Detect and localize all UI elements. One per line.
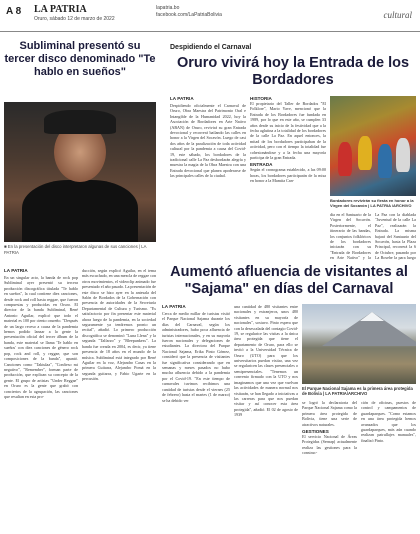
right-col3-text: dia en el Santuario de la Virgen del Socavón. Posteriormente, el itinerario de las bandas, los conjuntos folklóricos de los bordadores iniciarán con su "Entrada de Bordadores en Arte Nativo" y la: [330, 212, 371, 261]
right-col2-text: El propietario del Taller de Bordados "El Folklore", Mario Yave, mencionó que la Entrada de los Bordadores fue fundada en 1989, por lo que en este año, se cumplen 33 años desde su inicio de la festividad que a la fecha aglutina a la totalidad de los bordadores de la calle La Paz. En aquel entonces, la mitad de los bordadores participaban de la actividad, pero con el tiempo la totalidad fue cohesionándose y a la fecha una mayoría participa de la gran Entrada.: [250, 101, 326, 161]
issue-date: Oruro, sábado 12 de marzo de 2022: [34, 16, 115, 22]
photo-figure: [22, 180, 138, 242]
photo-dancer: [378, 144, 392, 178]
photo-dancer: [338, 142, 352, 176]
gestiones-heading: GESTIONES: [302, 429, 329, 435]
left-headline: Subliminal presentó su tercer disco denominado "Te hablo en sueños": [4, 40, 156, 78]
right-kicker: Despidiendo el Carnaval: [170, 44, 252, 51]
facebook-link[interactable]: facebook.com/LaPatriaBolivia: [156, 12, 222, 18]
right-col1-text: Despidiendo oficialmente el Carnaval de Oruro, Obra Maestra del Patrimonio Oral e Intangible de la Humanidad 2022, hoy la Asociación de Bordadores en Arte Nativo (ABAN) de Oruro, revivirá su gran Entrada devocional y recorrerá bailando las calles en honor a la Virgen del Socavón. Luego de casi dos años de la paralización de toda actividad cultural por la pandemia a causa del Covid-19, este sábado, los bordadores de la tradicional calle La Paz desbordarán alegría y muestra la magia de la Obra Maestra con una Entrada devocional que planea apoderarse de las principales calles de la ciudad.: [170, 103, 246, 179]
left-col-1: [4, 268, 78, 530]
right-col-4: [375, 212, 416, 262]
right-byline: LA PATRIA: [170, 96, 194, 101]
web-link[interactable]: lapatria.bo: [156, 5, 180, 11]
publication-name: LA PATRIA: [34, 4, 87, 15]
left-col1-text: En un singular acto, la banda de rock pop Subliminal ayer presentó su tercera producción discográfica titulada "Te hablo en sueños", la cual contiene diez canciones, desde rock and roll hasta reggae, que fueron compuestas y producidas en Oruro. El director de la banda Subliminal, René Antonio Aguilar, explicó que todo el material es 100 por ciento orureño. "Después de un largo receso a causa de la pandemia hemos podido lanzar a la gente la presentación oficial del tercer álbum de la banda, este material se llama 'Te hablo en sueños' con diez canciones de género rock pop, rock and roll, y reggae, que son composiciones de la banda", apuntó. Canciones como "Taktulaa", "Confieso mi negativo", "Remember", forman parte de producción, que explican su concepto de la gente. El grupo de artistas "Under Reggae" en Oruro es la gente que grabó con conciertos de la agrupación, las canciones que resultan en esta pro-: [4, 275, 78, 399]
left-byline: LA PATRIA: [4, 268, 28, 273]
bottom-col-4: [361, 400, 416, 530]
page-header: [0, 0, 420, 32]
bottom-col-3: [302, 400, 357, 530]
bottom-col3-text: se logró la declaratoria del Parque Nacional Sajama como la primera área protegida de Bolivia, tiene una serie de atractivos naturales.: [302, 400, 357, 427]
left-col2-text: ducción, según explicó Aguilar, en el tema más escuchado, en una mezcla de reggae con otros movimientos, el videoclip animado fue presentado el año pasado. La presentación de este disco se hizo ayer en la antesala del Salón de Bordados de la Gobernación con presencia de autoridades de la Secretaría Departamental de Cultura y Turismo. "Es satisfactorio por fin presentar este material ahora luego de la pandemia, en la sociedad seguramente ya tendremos pronto un recital", añadió. Lo primero producción discográfica se denominó "Luna Llena" y la segunda "Talfarzo" y "Bleepunkess". La banda fue creada en 2004, es decir, ya tiene presencia de 18 años en el mundo de la música. Subliminal está integrado por René Aguilar en la voz, Alejandro Casas en la primera Guitarra, Alejandro Pomá en la segunda guitarra, y Fabio Ugarte en la percusión.: [82, 268, 156, 382]
bottom-headline: Aumentó afluencia de visitantes al "Sajama" en días del Carnaval: [170, 264, 408, 297]
bottom-col-1: [162, 304, 230, 530]
bottom-col1-text: Cerca de medio millar de turistas visitó el Parque Nacional Sajama durante los días del Carnaval, según los administradores, hubo poca afluencia de turistas internacionales, y en su mayoría fueron nacionales y delegaciones de estudiantes. La directora del Parque Nacional Sajama, Erika Pinto Gómez, consideró que la presencia de visitantes fue significativa considerando que en semanas y meses pasados no hubo mucha afluencia debido a la pandemia por el Covid-19. "En este tiempo de carnavales tuvimos recibimos una cantidad de turistas desde el viernes (25 de febrero) hasta el martes (1 de marzo) se ha debido ver: [162, 311, 230, 403]
right-col-2: [250, 96, 326, 262]
right-headline: Oruro vivirá hoy la Entrada de los Bordadores: [176, 55, 410, 88]
sajama-caption: El Parque Nacional Sajama es la primera área protegida de Bolivia | LA PATRIA/ARCHIVO: [302, 386, 413, 397]
left-photo-caption: ■ En la presentación del disco interpretaron algunas de sus canciones | LA PATRIA: [4, 244, 147, 255]
bottom-col4-text: ción de oficinas, puestos de control y campamentos de guardaparques. "Como estamos en una área protegida hemos avanzados que los guardaparques, más aún cuando realizan patrullajes manuales", finalizó Pinto.: [361, 400, 416, 443]
photo-snowcap: [360, 312, 384, 321]
section-name: cultural: [383, 10, 412, 20]
bottom-byline: LA PATRIA: [162, 304, 186, 309]
right-col-1: [170, 96, 246, 262]
sajama-photo: [302, 304, 416, 384]
bottom-col3b-text: El servicio Nacional de Áreas Protegidas (Sernap) actualmente realiza las gestiones para la construc-: [302, 434, 357, 456]
bordadores-caption: Bordadores revivirán su fiesta en honor a la Virgen del Socavón | LA PATRIA /ARCHIVO: [330, 198, 414, 208]
right-col4-text: La Paz con la diablada "Juventud de la calle La Paz", realizarán la Entrada. La misma bajará del Santuario del Socavón, hasta la Plaza Principal, recorrerá la 6 de Octubre, pasando por La Rosehe la para luego: [375, 212, 416, 261]
page-number: A 8: [6, 6, 22, 17]
photo-dancer: [358, 136, 372, 170]
bordadores-photo: [330, 96, 416, 196]
photo-dancer: [396, 138, 410, 172]
left-col-2: [82, 268, 156, 530]
right-col2b-text: Según el cronograma establecido, a las 09:00 horas, los bordadores participarán de la misa en honor a la Mamita Can-: [250, 167, 326, 184]
photo-hat: [44, 110, 116, 134]
right-col-3: [330, 212, 371, 262]
left-article-photo: [4, 102, 156, 242]
entrada-heading: ENTRADA: [250, 162, 273, 168]
bottom-col2-text: una cantidad de 480 visitantes entre nacionales y extranjeros, unos 480 visitantes en su mayoría de nacionales", sostuvo. Pinto espera que con la desescalada del contagio Covid-19, se regularice las visitas a la única área protegida que tiene el departamento de Oruro, para ello se invitó a la Universidad Técnica de Oruro (UTO) para que los universitarios puedan visitar, una vez se regularicen las clases presenciales o semipresenciales. "Tenemos un convenio firmado con la UTO y nos imaginamos que una vez que vuelvan las actividades de manera normal nos visitarán, se han llegado a iniciativas a las carreras para que nos puedan visitar y así conocer esta área protegida", añadió. El 02 de agosto de 1939: [234, 304, 298, 418]
social-links: [156, 5, 222, 19]
historia-heading: HISTORIA: [250, 96, 272, 101]
bottom-col-2: [234, 304, 298, 530]
